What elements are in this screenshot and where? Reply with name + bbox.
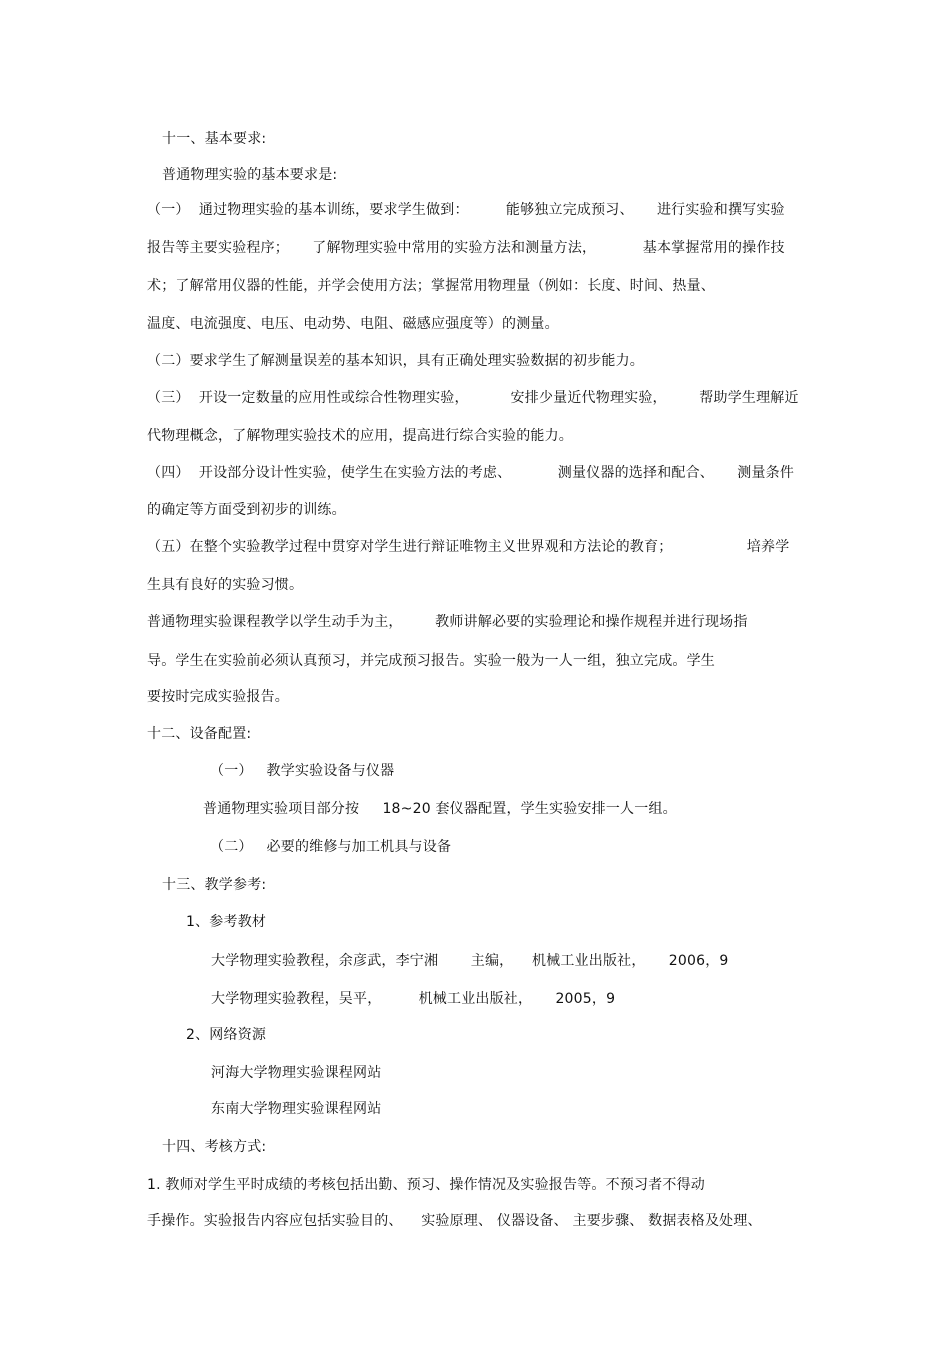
req-1-line-4: 温度、电流强度、电压、电动势、电阻、磁感应强度等）的测量。 bbox=[147, 316, 559, 332]
teaching-para-line-3: 要按时完成实验报告。 bbox=[147, 689, 289, 705]
section-12-heading: 十二、设备配置: bbox=[147, 726, 252, 742]
textbook-1: 大学物理实验教程，余彦武，李宁湘 主编， 机械工业出版社， 2006，9 bbox=[211, 953, 729, 969]
assessment-line-2: 手操作。实验报告内容应包括实验目的、 实验原理、 仪器设备、 主要步骤、 数据表格及处理、 bbox=[147, 1213, 762, 1229]
req-5-line-2: 生具有良好的实验习惯。 bbox=[147, 577, 304, 593]
req-4-line-2: 的确定等方面受到初步的训练。 bbox=[147, 502, 346, 518]
req-1-line-3: 术；了解常用仪器的性能，并学会使用方法；掌握常用物理量（例如：长度、时间、热量、 bbox=[147, 278, 715, 294]
req-2-line-1: （二）要求学生了解测量误差的基本知识，具有正确处理实验数据的初步能力。 bbox=[147, 353, 644, 369]
teaching-para-line-1: 普通物理实验课程教学以学生动手为主， 教师讲解必要的实验理论和操作规程并进行现场指 bbox=[147, 614, 748, 630]
section-13-heading: 十三、教学参考: bbox=[162, 877, 267, 893]
web-resources-heading: 2、网络资源 bbox=[186, 1027, 267, 1043]
textbook-2: 大学物理实验教程，吴平， 机械工业出版社， 2005，9 bbox=[211, 991, 616, 1007]
assessment-line-1: 1. 教师对学生平时成绩的考核包括出勤、预习、操作情况及实验报告等。不预习者不得动 bbox=[147, 1177, 706, 1193]
reference-textbooks-heading: 1、参考教材 bbox=[186, 914, 267, 930]
section-11-heading: 十一、基本要求: bbox=[162, 131, 267, 147]
req-5-line-1: （五）在整个实验教学过程中贯穿对学生进行辩证唯物主义世界观和方法论的教育； 培养学 bbox=[147, 539, 790, 555]
equipment-item-2-heading: （二） 必要的维修与加工机具与设备 bbox=[210, 839, 452, 855]
web-resource-2: 东南大学物理实验课程网站 bbox=[211, 1101, 382, 1117]
req-3-line-2: 代物理概念，了解物理实验技术的应用，提高进行综合实验的能力。 bbox=[147, 428, 573, 444]
web-resource-1: 河海大学物理实验课程网站 bbox=[211, 1065, 382, 1081]
equipment-item-1-text: 普通物理实验项目部分按 18~20 套仪器配置，学生实验安排一人一组。 bbox=[203, 801, 677, 817]
equipment-item-1-heading: （一） 教学实验设备与仪器 bbox=[210, 763, 395, 779]
req-1-line-2: 报告等主要实验程序； 了解物理实验中常用的实验方法和测量方法， 基本掌握常用的操作技 bbox=[147, 240, 785, 256]
teaching-para-line-2: 导。学生在实验前必须认真预习，并完成预习报告。实验一般为一人一组，独立完成。学生 bbox=[147, 653, 715, 669]
section-14-heading: 十四、考核方式: bbox=[162, 1139, 267, 1155]
req-1-line-1: （一） 通过物理实验的基本训练，要求学生做到： 能够独立完成预习、 进行实验和撰写实验 bbox=[147, 202, 785, 218]
requirements-intro: 普通物理实验的基本要求是: bbox=[162, 167, 338, 183]
req-4-line-1: （四） 开设部分设计性实验，使学生在实验方法的考虑、 测量仪器的选择和配合、 测量条件 bbox=[147, 465, 795, 481]
req-3-line-1: （三） 开设一定数量的应用性或综合性物理实验， 安排少量近代物理实验， 帮助学生理解近 bbox=[147, 390, 799, 406]
